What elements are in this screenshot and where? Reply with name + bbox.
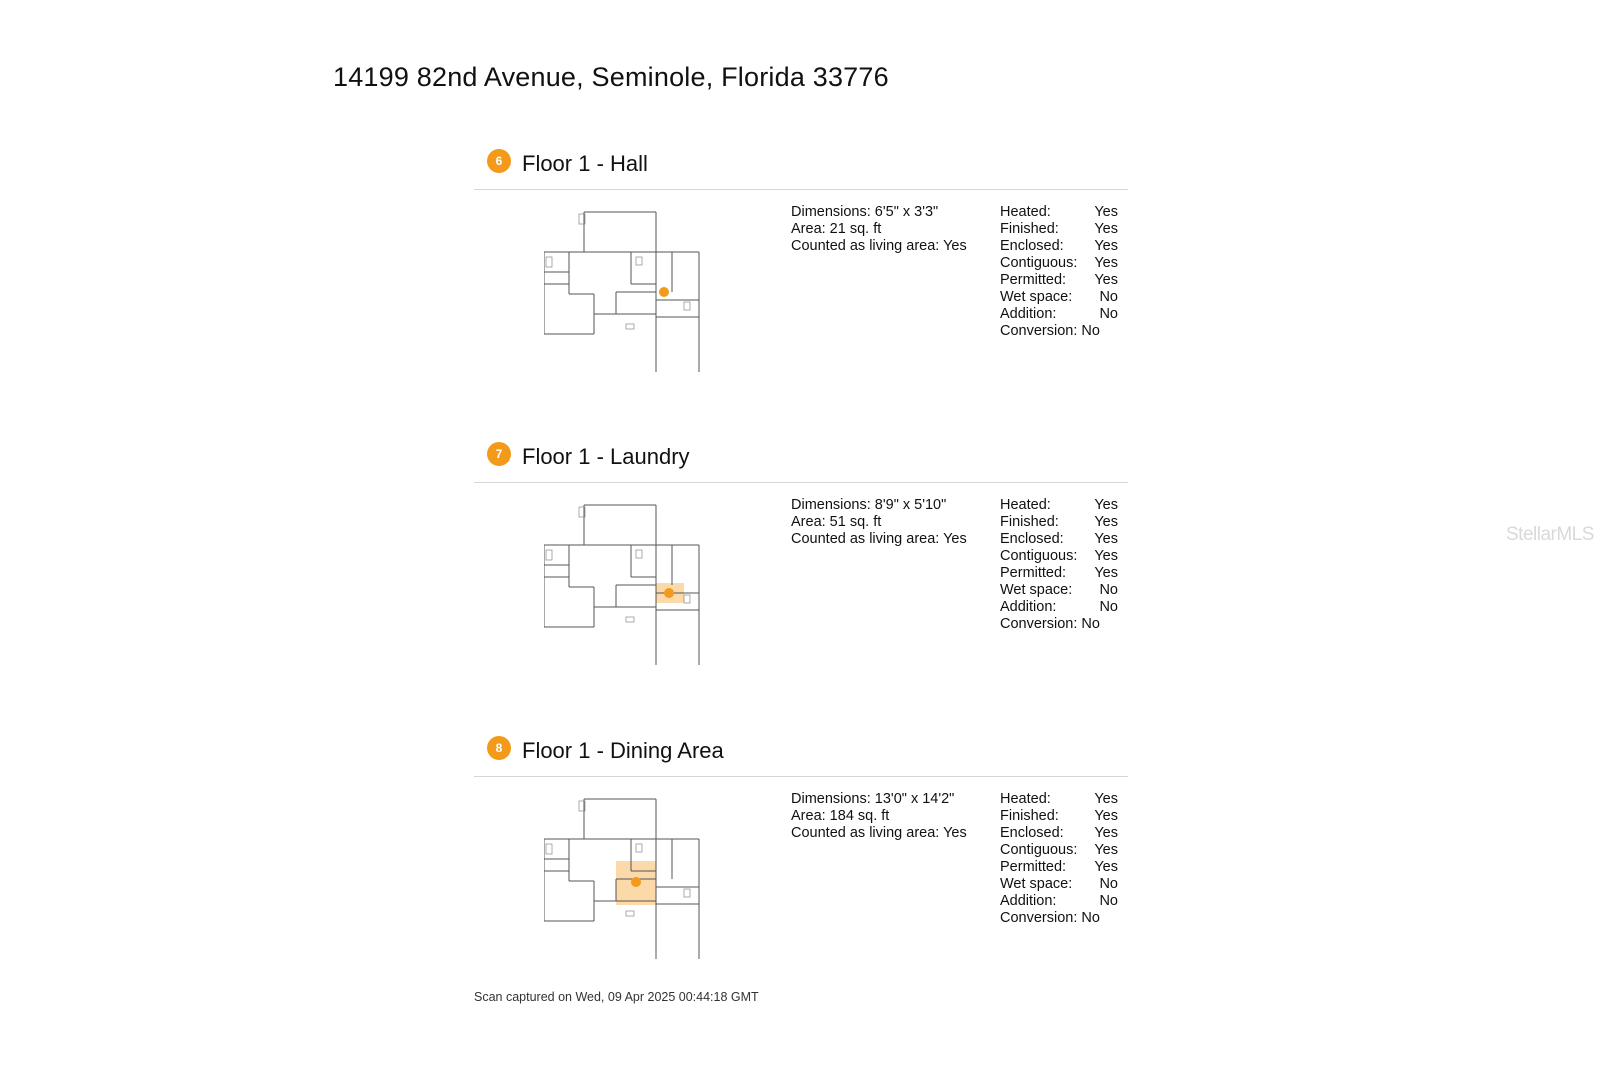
living-area-text: Counted as living area: Yes — [791, 238, 967, 254]
room-number-badge: 6 — [487, 149, 511, 173]
attr-wet-space: Wet space: No — [1000, 876, 1118, 892]
room-dimensions-block — [791, 497, 967, 548]
attr-contiguous: Contiguous: Yes — [1000, 255, 1118, 271]
floorplan-fixture — [636, 550, 642, 558]
attr-permitted: Permitted: Yes — [1000, 272, 1118, 288]
dimensions-text: Dimensions: 8'9" x 5'10" — [791, 497, 947, 513]
attr-permitted: Permitted: Yes — [1000, 565, 1118, 581]
floorplan-fixture — [546, 550, 552, 560]
room-header — [474, 729, 1128, 777]
floorplan-fixture — [636, 844, 642, 852]
attr-heated: Heated: Yes — [1000, 791, 1118, 807]
room-section-hall — [474, 142, 1128, 382]
dimensions-text: Dimensions: 13'0" x 14'2" — [791, 791, 955, 807]
room-location-marker — [664, 588, 674, 598]
attr-addition: Addition: No — [1000, 599, 1118, 615]
attr-conversion: Conversion: No — [1000, 910, 1100, 926]
watermark-logo: StellarMLS — [1506, 524, 1594, 545]
attr-enclosed: Enclosed: Yes — [1000, 825, 1118, 841]
room-number-badge: 7 — [487, 442, 511, 466]
room-attributes — [1000, 497, 1118, 633]
area-text: Area: 21 sq. ft — [791, 221, 882, 237]
floorplan-fixture — [684, 595, 690, 603]
attr-heated: Heated: Yes — [1000, 497, 1118, 513]
floorplan-thumbnail — [544, 202, 714, 372]
room-dimensions-block — [791, 204, 967, 255]
room-location-marker — [631, 877, 641, 887]
room-section-laundry — [474, 435, 1128, 675]
attr-conversion: Conversion: No — [1000, 323, 1100, 339]
living-area-text: Counted as living area: Yes — [791, 825, 967, 841]
living-area-text: Counted as living area: Yes — [791, 531, 967, 547]
floorplan-thumbnail — [544, 495, 714, 665]
floorplan-fixture — [684, 302, 690, 310]
floorplan-fixture — [636, 257, 642, 265]
room-header — [474, 142, 1128, 190]
attr-addition: Addition: No — [1000, 893, 1118, 909]
floorplan-fixture — [626, 911, 634, 916]
attr-wet-space: Wet space: No — [1000, 582, 1118, 598]
attr-finished: Finished: Yes — [1000, 514, 1118, 530]
floorplan-fixture — [546, 844, 552, 854]
room-location-marker — [659, 287, 669, 297]
room-section-dining-area — [474, 729, 1128, 969]
attr-conversion: Conversion: No — [1000, 616, 1100, 632]
floorplan-thumbnail — [544, 789, 714, 959]
attr-permitted: Permitted: Yes — [1000, 859, 1118, 875]
area-text: Area: 51 sq. ft — [791, 514, 882, 530]
attr-enclosed: Enclosed: Yes — [1000, 531, 1118, 547]
room-attributes — [1000, 204, 1118, 340]
room-title: Floor 1 - Hall — [522, 151, 648, 176]
floorplan-fixture — [684, 889, 690, 897]
room-dimensions-block — [791, 791, 967, 842]
attr-addition: Addition: No — [1000, 306, 1118, 322]
floorplan-fixture — [626, 324, 634, 329]
area-text: Area: 184 sq. ft — [791, 808, 890, 824]
attr-heated: Heated: Yes — [1000, 204, 1118, 220]
room-title: Floor 1 - Laundry — [522, 444, 690, 469]
attr-wet-space: Wet space: No — [1000, 289, 1118, 305]
attr-contiguous: Contiguous: Yes — [1000, 842, 1118, 858]
page-title: 14199 82nd Avenue, Seminole, Florida 33776 — [333, 62, 889, 92]
attr-enclosed: Enclosed: Yes — [1000, 238, 1118, 254]
floorplan-fixture — [546, 257, 552, 267]
room-number-badge: 8 — [487, 736, 511, 760]
room-title: Floor 1 - Dining Area — [522, 738, 724, 763]
room-header — [474, 435, 1128, 483]
scan-captured-note: Scan captured on Wed, 09 Apr 2025 00:44:18 GMT — [474, 990, 759, 1004]
attr-finished: Finished: Yes — [1000, 808, 1118, 824]
attr-contiguous: Contiguous: Yes — [1000, 548, 1118, 564]
room-attributes — [1000, 791, 1118, 927]
floorplan-fixture — [626, 617, 634, 622]
attr-finished: Finished: Yes — [1000, 221, 1118, 237]
dimensions-text: Dimensions: 6'5" x 3'3" — [791, 204, 939, 220]
